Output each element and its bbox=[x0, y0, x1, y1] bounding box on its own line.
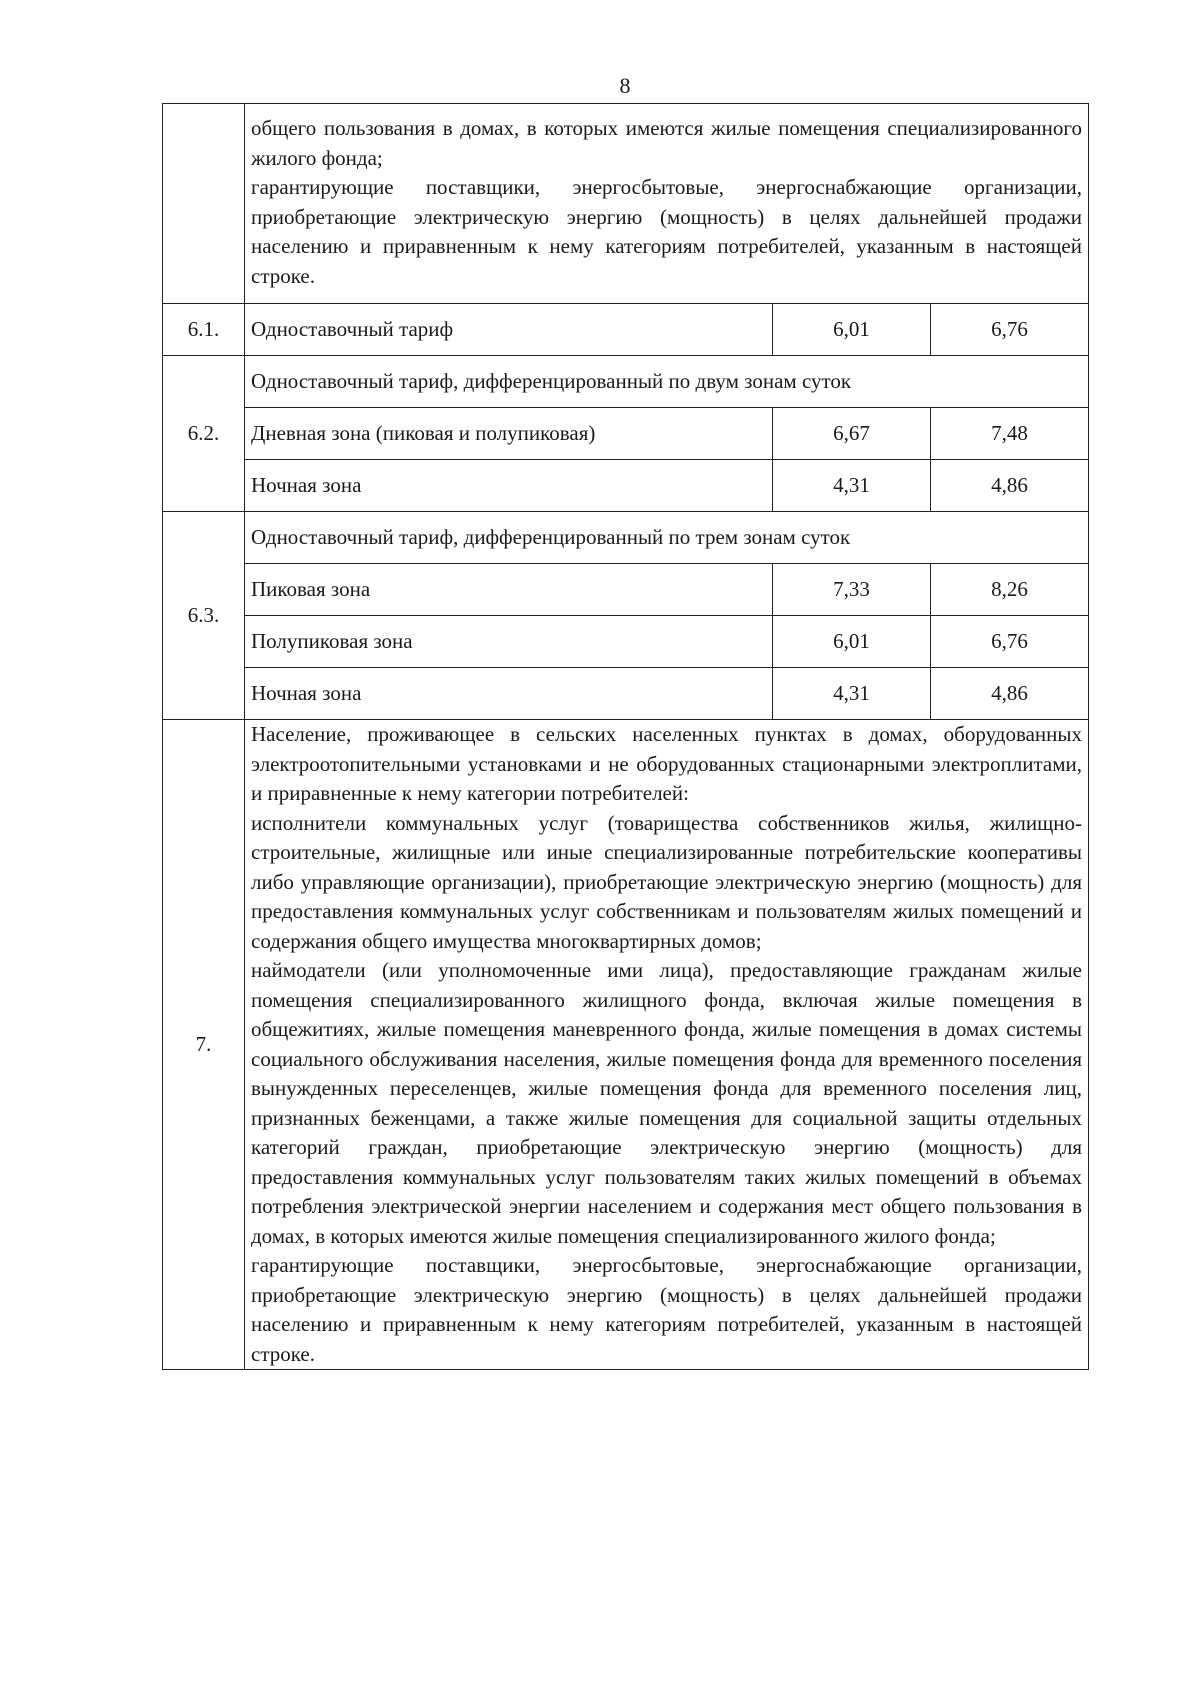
table-row-6-2-day bbox=[163, 408, 1089, 460]
tariff-value-1: 6,01 bbox=[773, 304, 931, 356]
description-paragraph: общего пользования в домах, в которых имеются жилые помещения специализированного жилого фонда; bbox=[251, 116, 1082, 170]
description-paragraph: гарантирующие поставщики, энергосбытовые, энергоснабжающие организации, приобретающие электрическую энергию (мощность) в целях дальнейшей продажи населению и приравненным к нему категориям потребителей, указанным в настоящей строке. bbox=[251, 1253, 1082, 1366]
tariff-group-header: Одноставочный тариф, дифференцированный по двум зонам суток bbox=[245, 356, 1089, 408]
table-row-6-3-header bbox=[163, 512, 1089, 564]
tariff-value-1: 4,31 bbox=[773, 668, 931, 720]
row-number: 6.3. bbox=[163, 512, 245, 720]
description-paragraph: наймодатели (или уполномоченные ими лица), предоставляющие гражданам жилые помещения специализированного жилищного фонда, включая жилые помещения в общежитиях, жилые помещения маневренного фонда, жилые помещения в домах системы социального обслуживания населения, жилые помещения фонда для временного поселения вынужденных переселенцев, жилые помещения фонда для временного поселения лиц, признанных беженцами, а также жилые помещения для социальной защиты отдельных категорий граждан, приобретающие электрическую энергию (мощность) для предоставления коммунальных услуг пользователям таких жилых помещений в объемах потребления электрической энергии населением и содержания мест общего пользования в домах, в которых имеются жилые помещения специализированного жилого фонда; bbox=[251, 958, 1082, 1248]
table-row-6-1 bbox=[163, 304, 1089, 356]
tariff-value-1: 6,01 bbox=[773, 616, 931, 668]
table-row-6-2-header bbox=[163, 356, 1089, 408]
row-description-cell bbox=[245, 104, 1089, 304]
tariff-value-1: 4,31 bbox=[773, 460, 931, 512]
row-number-cell bbox=[163, 104, 245, 304]
tariff-value-1: 7,33 bbox=[773, 564, 931, 616]
tariff-value-2: 6,76 bbox=[931, 304, 1089, 356]
tariff-value-1: 6,67 bbox=[773, 408, 931, 460]
page-number: 8 bbox=[619, 73, 631, 98]
tariff-value-2: 6,76 bbox=[931, 616, 1089, 668]
table-row-6-3-semipeak bbox=[163, 616, 1089, 668]
tariff-value-2: 4,86 bbox=[931, 460, 1089, 512]
tariff-label: Пиковая зона bbox=[245, 564, 773, 616]
table-row-6-3-night bbox=[163, 668, 1089, 720]
table-row-6-2-night bbox=[163, 460, 1089, 512]
row-number: 6.1. bbox=[163, 304, 245, 356]
tariff-label: Одноставочный тариф bbox=[245, 304, 773, 356]
description-paragraph: гарантирующие поставщики, энергосбытовые, энергоснабжающие организации, приобретающие электрическую энергию (мощность) в целях дальнейшей продажи населению и приравненным к нему категориям потребителей, указанным в настоящей строке. bbox=[251, 175, 1082, 288]
description-paragraph: исполнители коммунальных услуг (товарищества собственников жилья, жилищно-строительные, жилищные или иные специализированные потребительские кооперативы либо управляющие организации), приобретающие электрическую энергию (мощность) для предоставления коммунальных услуг собственникам и пользователям жилых помещений и содержания общего имущества многоквартирных домов; bbox=[251, 810, 1082, 953]
tariff-label: Полупиковая зона bbox=[245, 616, 773, 668]
description-paragraph: Население, проживающее в сельских населенных пунктах в домах, оборудованных электроотопительными установками и не оборудованных стационарными электроплитами, и приравненные к нему категории потребителей: bbox=[251, 722, 1082, 805]
tariff-table bbox=[162, 103, 1089, 1370]
table-row-6-3-peak bbox=[163, 564, 1089, 616]
tariff-group-header: Одноставочный тариф, дифференцированный по трем зонам суток bbox=[245, 512, 1089, 564]
table-row-7 bbox=[163, 720, 1089, 1370]
tariff-value-2: 4,86 bbox=[931, 668, 1089, 720]
row-number: 6.2. bbox=[163, 356, 245, 512]
tariff-value-2: 7,48 bbox=[931, 408, 1089, 460]
tariff-label: Ночная зона bbox=[245, 668, 773, 720]
tariff-label: Дневная зона (пиковая и полупиковая) bbox=[245, 408, 773, 460]
tariff-label: Ночная зона bbox=[245, 460, 773, 512]
row-number: 7. bbox=[163, 720, 245, 1370]
table-row-continuation bbox=[163, 104, 1089, 304]
tariff-value-2: 8,26 bbox=[931, 564, 1089, 616]
row-description-cell bbox=[245, 720, 1089, 1370]
